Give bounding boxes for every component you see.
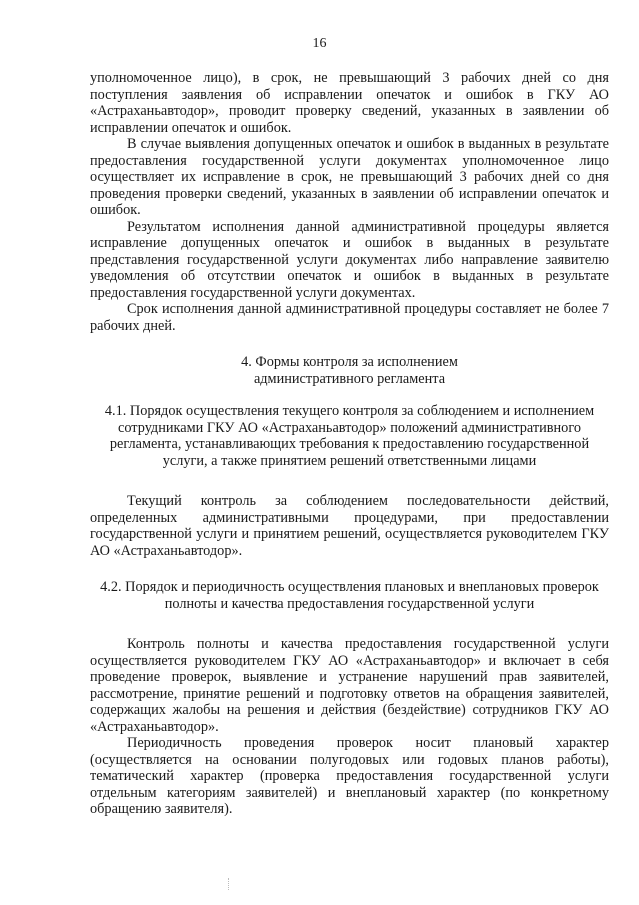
- paragraph: Текущий контроль за соблюдением последовательности действий, определенных административными процедурами, при предоставлении государственной услуги и принятием решений, осуществляется руководителем ГКУ АО «Астраханьавтодор».: [90, 493, 609, 559]
- paragraph: В случае выявления допущенных опечаток и ошибок в выданных в результате предоставления государственной услуги документах уполномоченное лицо осуществляет их исправление в срок, не превышающий 3 рабочих дней со дня проведения проверки сведений, указанных в заявлении об исправлении опечаток и ошибок.: [90, 136, 609, 218]
- spacer: [90, 334, 609, 354]
- paragraph: уполномоченное лицо), в срок, не превышающий 3 рабочих дней со дня поступления заявления об исправлении опечаток и ошибок в ГКУ АО «Астраханьавтодор», проводит проверку сведений, указанных в заявлении об исправлении опечаток и ошибок.: [90, 70, 609, 136]
- subsection-heading: 4.1. Порядок осуществления текущего контроля за соблюдением и исполнением сотрудниками ГКУ АО «Астраханьавтодор» положений административного регламента, устанавливающих требования к предоставлению государственной услуги, а также принятием решений ответственными лицами: [104, 403, 595, 469]
- section-heading-line: 4. Формы контроля за исполнением: [241, 354, 458, 370]
- paragraph: Результатом исполнения данной административной процедуры является исправление допущенных опечаток и ошибок в выданных в результате представления государственной услуги документах либо направление заявителю уведомления об отсутствии опечаток и ошибок в выданных в результате предоставления государственной услуги документах.: [90, 218, 609, 301]
- spacer: [90, 469, 609, 493]
- paragraph: Срок исполнения данной административной процедуры составляет не более 7 рабочих дней.: [90, 301, 609, 334]
- paragraph: Контроль полноты и качества предоставления государственной услуги осуществляется руководителем ГКУ АО «Астраханьавтодор» и включает в себя проведение проверок, выявление и устранение нарушений прав заявителей, рассмотрение, принятие решений и подготовку ответов на обращения заявителей, содержащих жалобы на решения и действия (бездействие) сотрудников ГКУ АО «Астраханьавтодор».: [90, 636, 609, 735]
- subsection-heading: 4.2. Порядок и периодичность осуществления плановых и внеплановых проверок полноты и качества предоставления государственной услуги: [100, 579, 599, 612]
- page-number: 16: [312, 36, 327, 51]
- spacer: [90, 559, 609, 579]
- document-body: [90, 70, 609, 818]
- spacer: [90, 612, 609, 636]
- paragraph: Периодичность проведения проверок носит плановый характер (осуществляется на основании полугодовых или годовых планов работы), тематический характер (проверка предоставления государственной услуги отдельным категориям заявителей) и внеплановый характер (по конкретному обращению заявителя).: [90, 735, 609, 817]
- scan-mark: [228, 878, 233, 890]
- spacer: [90, 387, 609, 403]
- section-heading-line: административного регламента: [253, 370, 446, 387]
